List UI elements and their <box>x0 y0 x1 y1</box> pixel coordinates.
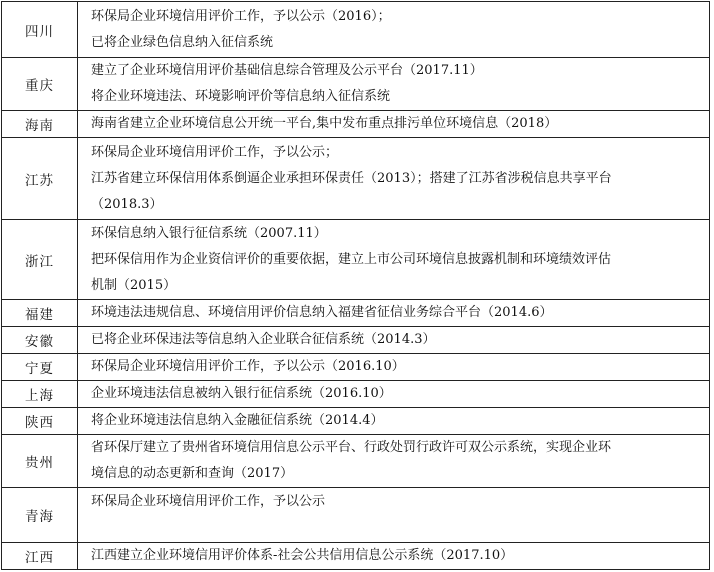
policy-line: 环保局企业环境信用评价工作，予以公示； <box>91 144 339 160</box>
policy-cell <box>78 488 710 543</box>
province-cell: 江苏 <box>2 138 78 220</box>
policy-line: 已将企业环保违法等信息纳入企业联合征信系统（2014.3） <box>91 332 436 347</box>
table-row <box>2 327 710 354</box>
province-cell: 宁夏 <box>2 354 78 381</box>
policy-cell <box>78 220 710 300</box>
policy-line: 境信息的动态更新和查询（2017） <box>91 466 294 481</box>
policy-cell <box>78 300 710 327</box>
province-cell: 安徽 <box>2 327 78 354</box>
table-row <box>2 220 710 300</box>
policy-line: 省环保厅建立了贵州省环境信用信息公示平台、行政处罚行政许可双公示系统，实现企业环 <box>91 440 612 455</box>
table-row <box>2 543 710 570</box>
table-row <box>2 111 710 138</box>
table-row <box>2 488 710 543</box>
province-cell: 重庆 <box>2 58 78 111</box>
policy-line <box>91 515 701 541</box>
province-cell: 海南 <box>2 111 78 138</box>
policy-line: 江西建立企业环境信用评价体系-社会公共信用信息公示系统（2017.10） <box>91 548 514 563</box>
policy-line: 将企业环境违法信息纳入金融征信系统（2014.4） <box>91 413 384 428</box>
policy-cell <box>78 381 710 408</box>
table-row <box>2 58 710 111</box>
table-body <box>2 2 710 570</box>
policy-cell <box>78 111 710 138</box>
policy-cell <box>78 408 710 435</box>
policy-line: 已将企业绿色信息纳入征信系统 <box>91 34 274 50</box>
policy-line: 环境违法违规信息、环境信用评价信息纳入福建省征信业务综合平台（2014.6） <box>91 305 553 320</box>
policy-line: 环保局企业环境信用评价工作，予以公示（2016）； <box>91 8 391 24</box>
province-cell: 贵州 <box>2 435 78 488</box>
policy-cell <box>78 543 710 570</box>
table-row <box>2 408 710 435</box>
province-cell: 陕西 <box>2 408 78 435</box>
policy-cell <box>78 58 710 111</box>
policy-line: 企业环境违法信息被纳入银行征信系统（2016.10） <box>91 386 392 401</box>
policy-line: （2018.3） <box>91 196 163 212</box>
policy-line: 将企业环境违法、环境影响评价等信息纳入征信系统 <box>91 89 391 104</box>
province-credit-table <box>1 1 710 570</box>
province-cell: 上海 <box>2 381 78 408</box>
policy-cell <box>78 435 710 488</box>
table-row <box>2 2 710 58</box>
policy-line: 海南省建立企业环境信息公开统一平台,集中发布重点排污单位环境信息（2018） <box>91 116 558 131</box>
table-row <box>2 354 710 381</box>
table-row <box>2 435 710 488</box>
province-cell: 江西 <box>2 543 78 570</box>
province-cell: 浙江 <box>2 220 78 300</box>
policy-line: 把环保信用作为企业资信评价的重要依据，建立上市公司环境信息披露机制和环境绩效评估 <box>91 251 612 267</box>
policy-line: 环保局企业环境信用评价工作，予以公示 <box>91 494 326 509</box>
province-cell: 福建 <box>2 300 78 327</box>
policy-cell <box>78 138 710 220</box>
policy-line: 环保信息纳入银行征信系统（2007.11） <box>91 225 327 241</box>
province-cell: 青海 <box>2 488 78 543</box>
table-row <box>2 138 710 220</box>
policy-line: 环保局企业环境信用评价工作，予以公示（2016.10） <box>91 359 405 374</box>
table-row <box>2 381 710 408</box>
policy-cell <box>78 327 710 354</box>
province-cell: 四川 <box>2 2 78 58</box>
policy-cell <box>78 354 710 381</box>
policy-line: 机制（2015） <box>91 277 177 293</box>
policy-line: 江苏省建立环保信用体系倒逼企业承担环保责任（2013）；搭建了江苏省涉税信息共享平台 <box>91 170 612 186</box>
policy-line: 建立了企业环境信用评价基础信息综合管理及公示平台（2017.11） <box>91 63 483 78</box>
table-row <box>2 300 710 327</box>
policy-cell <box>78 2 710 58</box>
